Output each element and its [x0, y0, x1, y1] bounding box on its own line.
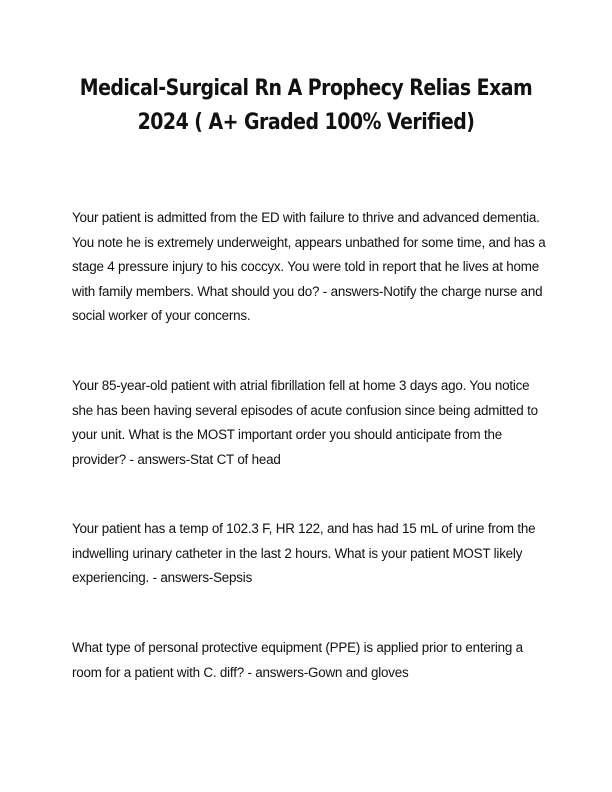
document-title-line-2: 2024 ( A+ Graded 100% Verified)	[137, 110, 475, 135]
document-title	[77, 72, 535, 140]
document-title-line-1: Medical-Surgical Rn A Prophecy Relias Exam	[79, 76, 533, 101]
question-answer-4: What type of personal protective equipment (PPE) is applied prior to entering a room for a patient with C. diff? - answers-Gown and gloves	[72, 640, 523, 680]
question-answer-1: Your patient is admitted from the ED with failure to thrive and advanced dementia. You note he is extremely underweight, appears unbathed for some time, and has a stage 4 pressure injury to his coccyx. You were told in report that he lives at home with family members. What should you do? - answers-Notify the charge nurse and social worker of your concerns.	[72, 210, 546, 323]
question-answer-2: Your 85-year-old patient with atrial fibrillation fell at home 3 days ago. You notice she has been having several episodes of acute confusion since being admitted to your unit. What is the MOST important order you should anticipate from the provider? - answers-Stat CT of head	[72, 378, 538, 467]
question-answer-3: Your patient has a temp of 102.3 F, HR 122, and has had 15 mL of urine from the indwelling urinary catheter in the last 2 hours. What is your patient MOST likely experiencing. - answers-Sepsis	[72, 521, 536, 585]
